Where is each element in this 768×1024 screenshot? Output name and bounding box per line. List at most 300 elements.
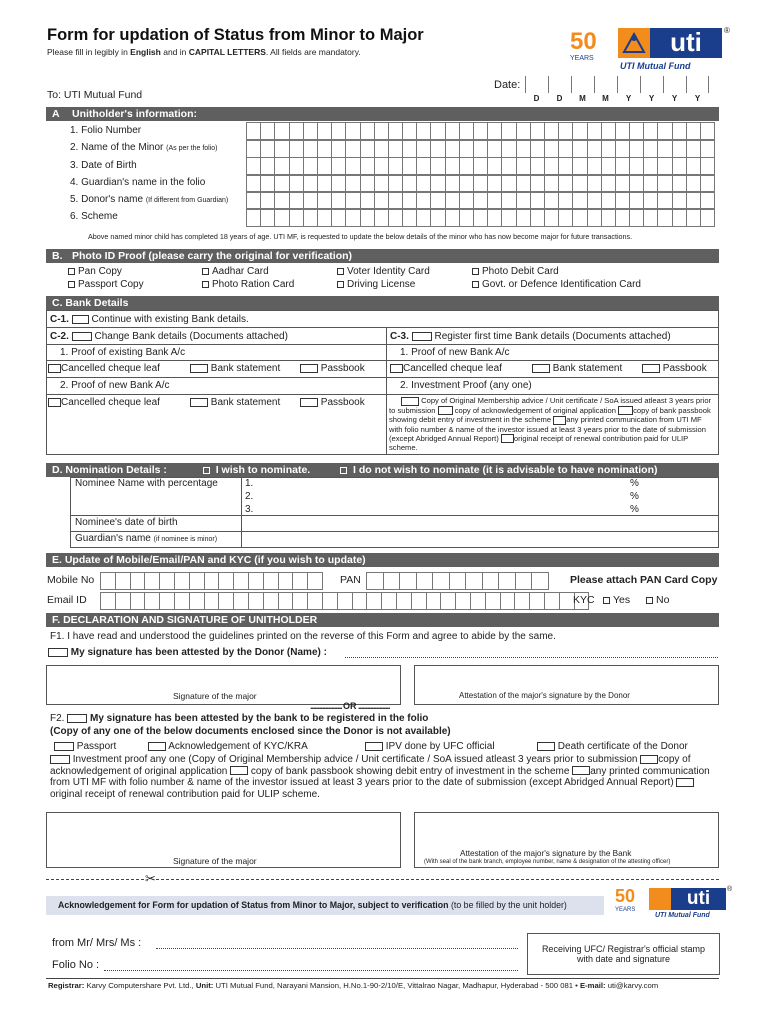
char-box[interactable] — [331, 140, 345, 157]
char-box[interactable] — [686, 192, 700, 209]
char-box[interactable] — [246, 209, 260, 226]
nominee-row-2[interactable]: 2. — [245, 491, 254, 502]
char-box-row[interactable] — [100, 572, 323, 590]
char-box[interactable] — [260, 158, 274, 175]
char-box[interactable] — [246, 158, 260, 175]
c3-cheque[interactable] — [390, 363, 502, 374]
char-box[interactable] — [487, 158, 501, 175]
char-box[interactable] — [657, 140, 671, 157]
checkbox[interactable] — [48, 364, 61, 373]
char-box[interactable] — [307, 593, 322, 609]
c2-option[interactable] — [50, 331, 288, 342]
char-box[interactable] — [601, 192, 615, 209]
char-box[interactable] — [657, 123, 671, 140]
char-box[interactable] — [303, 192, 317, 209]
char-box[interactable] — [643, 175, 657, 192]
char-box[interactable] — [501, 123, 515, 140]
char-box[interactable] — [345, 175, 359, 192]
char-box[interactable] — [416, 175, 430, 192]
option-passport-copy[interactable] — [68, 279, 144, 290]
char-box[interactable] — [629, 209, 643, 226]
checkbox[interactable] — [537, 742, 555, 751]
checkbox[interactable] — [337, 268, 344, 275]
char-box[interactable] — [292, 573, 307, 589]
checkbox[interactable] — [618, 406, 633, 415]
char-box[interactable] — [331, 209, 345, 226]
char-box[interactable] — [558, 175, 572, 192]
char-box[interactable] — [686, 123, 700, 140]
checkbox[interactable] — [532, 364, 550, 373]
char-box[interactable] — [516, 175, 530, 192]
char-box[interactable] — [303, 209, 317, 226]
nominee-row-1[interactable]: 1. — [245, 478, 254, 489]
char-box[interactable] — [374, 158, 388, 175]
checkbox[interactable] — [300, 398, 318, 407]
char-box[interactable] — [430, 209, 444, 226]
char-box[interactable] — [445, 158, 459, 175]
char-box[interactable] — [374, 140, 388, 157]
char-box[interactable] — [189, 593, 204, 609]
char-box[interactable] — [473, 158, 487, 175]
char-box[interactable] — [260, 192, 274, 209]
char-box[interactable] — [317, 123, 331, 140]
char-box[interactable] — [303, 158, 317, 175]
char-box[interactable] — [459, 209, 473, 226]
c2-statement-1[interactable] — [190, 363, 280, 374]
checkbox[interactable] — [390, 364, 403, 373]
char-box[interactable] — [204, 593, 219, 609]
char-box[interactable] — [337, 593, 352, 609]
char-box[interactable] — [516, 192, 530, 209]
char-box[interactable] — [615, 140, 629, 157]
char-box[interactable] — [470, 593, 485, 609]
char-box[interactable] — [544, 140, 558, 157]
char-box[interactable] — [388, 123, 402, 140]
char-box[interactable] — [345, 140, 359, 157]
char-box[interactable] — [449, 573, 466, 589]
char-box[interactable] — [388, 140, 402, 157]
char-box[interactable] — [360, 192, 374, 209]
char-box[interactable] — [274, 192, 288, 209]
char-box[interactable] — [514, 593, 529, 609]
char-box-row[interactable] — [246, 208, 715, 227]
doc-death-cert[interactable] — [537, 741, 688, 752]
option-govt-id[interactable] — [472, 279, 641, 290]
char-box[interactable] — [388, 192, 402, 209]
char-box[interactable] — [360, 123, 374, 140]
char-box-row[interactable] — [246, 139, 715, 158]
char-box[interactable] — [544, 158, 558, 175]
char-box[interactable] — [374, 192, 388, 209]
option-driving[interactable] — [337, 279, 415, 290]
char-box[interactable] — [430, 123, 444, 140]
char-box[interactable] — [218, 573, 233, 589]
char-box[interactable] — [643, 123, 657, 140]
option-ration[interactable] — [202, 279, 294, 290]
checkbox[interactable] — [190, 364, 208, 373]
char-box[interactable] — [317, 209, 331, 226]
char-box[interactable] — [558, 209, 572, 226]
donor-name-line[interactable] — [345, 657, 718, 658]
char-box-row[interactable] — [100, 592, 589, 610]
char-box[interactable] — [530, 158, 544, 175]
char-box[interactable] — [700, 209, 714, 226]
char-box[interactable] — [487, 175, 501, 192]
char-box[interactable] — [587, 175, 601, 192]
char-box[interactable] — [233, 593, 248, 609]
char-box[interactable] — [174, 573, 189, 589]
c2-passbook-1[interactable] — [300, 363, 365, 374]
c1-option[interactable] — [50, 314, 249, 325]
char-box[interactable] — [130, 593, 145, 609]
char-box[interactable] — [233, 573, 248, 589]
char-box[interactable] — [672, 175, 686, 192]
char-box[interactable] — [426, 593, 441, 609]
char-box[interactable] — [700, 123, 714, 140]
char-box[interactable] — [331, 175, 345, 192]
char-box[interactable] — [572, 175, 586, 192]
char-box[interactable] — [248, 573, 263, 589]
char-box[interactable] — [159, 573, 174, 589]
char-box[interactable] — [629, 175, 643, 192]
checkbox[interactable] — [72, 315, 89, 324]
char-box[interactable] — [374, 175, 388, 192]
date-input[interactable] — [525, 76, 709, 93]
char-box[interactable] — [459, 140, 473, 157]
char-box[interactable] — [700, 140, 714, 157]
char-box[interactable] — [248, 593, 263, 609]
char-box[interactable] — [402, 123, 416, 140]
char-box[interactable] — [672, 123, 686, 140]
char-box[interactable] — [487, 123, 501, 140]
char-box[interactable] — [278, 593, 293, 609]
char-box[interactable] — [430, 175, 444, 192]
char-box-row[interactable] — [366, 572, 549, 590]
char-box[interactable] — [100, 593, 115, 609]
doc-ipv[interactable] — [365, 741, 495, 752]
char-box[interactable] — [374, 123, 388, 140]
char-box[interactable] — [530, 175, 544, 192]
char-box[interactable] — [657, 158, 671, 175]
char-box[interactable] — [530, 192, 544, 209]
char-box[interactable] — [274, 209, 288, 226]
char-box[interactable] — [544, 192, 558, 209]
char-box[interactable] — [572, 140, 586, 157]
char-box[interactable] — [558, 140, 572, 157]
c2-cheque-2[interactable] — [48, 397, 160, 408]
char-box[interactable] — [303, 175, 317, 192]
char-box[interactable] — [672, 209, 686, 226]
char-box[interactable] — [629, 140, 643, 157]
char-box[interactable] — [544, 175, 558, 192]
char-box[interactable] — [274, 175, 288, 192]
char-box[interactable] — [643, 158, 657, 175]
char-box[interactable] — [487, 209, 501, 226]
checkbox[interactable] — [202, 281, 209, 288]
char-box[interactable] — [455, 593, 470, 609]
char-box[interactable] — [445, 140, 459, 157]
no-nominate-checkbox[interactable] — [340, 467, 347, 474]
char-box[interactable] — [544, 593, 559, 609]
char-box[interactable] — [516, 209, 530, 226]
char-box[interactable] — [289, 209, 303, 226]
checkbox[interactable] — [300, 364, 318, 373]
char-box[interactable] — [263, 593, 278, 609]
nominee-row-3[interactable]: 3. — [245, 504, 254, 515]
char-box[interactable] — [657, 192, 671, 209]
char-box[interactable] — [440, 593, 455, 609]
char-box[interactable] — [500, 593, 515, 609]
char-box[interactable] — [501, 140, 515, 157]
char-box[interactable] — [473, 140, 487, 157]
char-box[interactable] — [459, 175, 473, 192]
char-box[interactable] — [303, 123, 317, 140]
char-box[interactable] — [501, 158, 515, 175]
donor-attest-option[interactable] — [48, 647, 327, 658]
char-box[interactable] — [530, 209, 544, 226]
char-box[interactable] — [572, 192, 586, 209]
char-box[interactable] — [189, 573, 204, 589]
char-box[interactable] — [587, 192, 601, 209]
char-box[interactable] — [159, 593, 174, 609]
char-box[interactable] — [345, 158, 359, 175]
char-box[interactable] — [317, 158, 331, 175]
char-box[interactable] — [289, 123, 303, 140]
char-box[interactable] — [516, 123, 530, 140]
char-box[interactable] — [615, 209, 629, 226]
checkbox[interactable] — [68, 281, 75, 288]
char-box[interactable] — [218, 593, 233, 609]
char-box[interactable] — [411, 593, 426, 609]
char-box[interactable] — [531, 573, 548, 589]
char-box[interactable] — [615, 175, 629, 192]
char-box[interactable] — [360, 158, 374, 175]
char-box[interactable] — [558, 158, 572, 175]
char-box[interactable] — [289, 175, 303, 192]
char-box[interactable] — [629, 158, 643, 175]
char-box[interactable] — [360, 175, 374, 192]
checkbox[interactable] — [54, 742, 74, 751]
char-box[interactable] — [615, 192, 629, 209]
char-box[interactable] — [487, 192, 501, 209]
char-box[interactable] — [289, 192, 303, 209]
char-box[interactable] — [459, 192, 473, 209]
char-box[interactable] — [388, 175, 402, 192]
char-box[interactable] — [686, 209, 700, 226]
checkbox[interactable] — [472, 268, 479, 275]
char-box[interactable] — [322, 593, 337, 609]
char-box[interactable] — [278, 573, 293, 589]
checkbox[interactable] — [501, 434, 514, 443]
char-box[interactable] — [501, 209, 515, 226]
char-box[interactable] — [544, 209, 558, 226]
char-box[interactable] — [345, 209, 359, 226]
char-box[interactable] — [459, 158, 473, 175]
char-box[interactable] — [558, 192, 572, 209]
option-pan-copy[interactable] — [68, 266, 122, 277]
char-box[interactable] — [473, 209, 487, 226]
f2-option[interactable] — [50, 713, 428, 724]
char-box[interactable] — [246, 175, 260, 192]
char-box[interactable] — [416, 140, 430, 157]
char-box[interactable] — [366, 593, 381, 609]
char-box[interactable] — [100, 573, 115, 589]
c2-cheque-1[interactable] — [48, 363, 160, 374]
char-box[interactable] — [629, 123, 643, 140]
char-box[interactable] — [303, 140, 317, 157]
char-box[interactable] — [700, 158, 714, 175]
char-box[interactable] — [615, 158, 629, 175]
char-box[interactable] — [402, 209, 416, 226]
char-box[interactable] — [174, 593, 189, 609]
char-box[interactable] — [352, 593, 367, 609]
char-box[interactable] — [374, 209, 388, 226]
checkbox[interactable] — [401, 397, 419, 406]
checkbox[interactable] — [553, 416, 566, 425]
checkbox[interactable] — [365, 742, 383, 751]
char-box[interactable] — [430, 140, 444, 157]
char-box[interactable] — [115, 593, 130, 609]
char-box[interactable] — [572, 158, 586, 175]
char-box[interactable] — [383, 573, 400, 589]
char-box[interactable] — [473, 192, 487, 209]
checkbox[interactable] — [572, 766, 590, 775]
char-box[interactable] — [366, 573, 383, 589]
checkbox[interactable] — [603, 597, 610, 604]
char-box[interactable] — [587, 209, 601, 226]
checkbox[interactable] — [646, 597, 653, 604]
char-box[interactable] — [686, 175, 700, 192]
kyc-yes[interactable] — [603, 594, 630, 606]
char-box[interactable] — [601, 209, 615, 226]
char-box[interactable] — [399, 573, 416, 589]
char-box[interactable] — [530, 140, 544, 157]
char-box[interactable] — [204, 573, 219, 589]
char-box[interactable] — [416, 209, 430, 226]
char-box[interactable] — [643, 140, 657, 157]
char-box[interactable] — [473, 175, 487, 192]
char-box[interactable] — [130, 573, 145, 589]
char-box[interactable] — [274, 123, 288, 140]
char-box[interactable] — [416, 192, 430, 209]
char-box[interactable] — [544, 123, 558, 140]
char-box[interactable] — [260, 123, 274, 140]
char-box[interactable] — [515, 573, 532, 589]
char-box[interactable] — [292, 593, 307, 609]
char-box[interactable] — [260, 175, 274, 192]
char-box[interactable] — [530, 123, 544, 140]
char-box[interactable] — [345, 192, 359, 209]
char-box[interactable] — [487, 140, 501, 157]
char-box[interactable] — [345, 123, 359, 140]
char-box[interactable] — [587, 158, 601, 175]
checkbox[interactable] — [50, 755, 70, 764]
char-box[interactable] — [686, 140, 700, 157]
char-box[interactable] — [473, 123, 487, 140]
char-box[interactable] — [381, 593, 396, 609]
checkbox[interactable] — [48, 398, 61, 407]
char-box[interactable] — [601, 158, 615, 175]
kyc-no[interactable] — [646, 594, 669, 606]
char-box[interactable] — [615, 123, 629, 140]
char-box[interactable] — [317, 175, 331, 192]
char-box[interactable] — [498, 573, 515, 589]
checkbox[interactable] — [190, 398, 208, 407]
option-voter[interactable] — [337, 266, 430, 277]
char-box[interactable] — [587, 123, 601, 140]
char-box[interactable] — [246, 192, 260, 209]
wish-nominate-checkbox[interactable] — [203, 467, 210, 474]
char-box[interactable] — [416, 123, 430, 140]
checkbox[interactable] — [68, 268, 75, 275]
char-box[interactable] — [643, 209, 657, 226]
char-box[interactable] — [482, 573, 499, 589]
char-box[interactable] — [402, 175, 416, 192]
char-box[interactable] — [629, 192, 643, 209]
c2-statement-2[interactable] — [190, 397, 280, 408]
char-box[interactable] — [445, 175, 459, 192]
char-box[interactable] — [331, 158, 345, 175]
char-box[interactable] — [416, 158, 430, 175]
char-box[interactable] — [402, 140, 416, 157]
char-box[interactable] — [402, 192, 416, 209]
char-box[interactable] — [700, 175, 714, 192]
checkbox[interactable] — [472, 281, 479, 288]
char-box[interactable] — [144, 573, 159, 589]
char-box[interactable] — [529, 593, 544, 609]
char-box[interactable] — [601, 175, 615, 192]
char-box[interactable] — [587, 140, 601, 157]
char-box[interactable] — [700, 192, 714, 209]
char-box[interactable] — [115, 573, 130, 589]
checkbox[interactable] — [640, 755, 658, 764]
char-box[interactable] — [289, 140, 303, 157]
checkbox[interactable] — [337, 281, 344, 288]
checkbox[interactable] — [676, 778, 694, 787]
char-box[interactable] — [430, 158, 444, 175]
char-box[interactable] — [558, 123, 572, 140]
char-box[interactable] — [274, 140, 288, 157]
checkbox[interactable] — [67, 714, 87, 723]
char-box[interactable] — [360, 140, 374, 157]
ack-from-line[interactable] — [156, 948, 518, 949]
char-box[interactable] — [657, 175, 671, 192]
char-box[interactable] — [445, 123, 459, 140]
checkbox[interactable] — [148, 742, 166, 751]
checkbox[interactable] — [438, 406, 453, 415]
char-box[interactable] — [396, 593, 411, 609]
char-box[interactable] — [445, 209, 459, 226]
char-box[interactable] — [465, 573, 482, 589]
char-box[interactable] — [601, 140, 615, 157]
char-box[interactable] — [516, 158, 530, 175]
char-box[interactable] — [331, 123, 345, 140]
doc-passport[interactable] — [54, 741, 116, 752]
char-box[interactable] — [274, 158, 288, 175]
char-box[interactable] — [485, 593, 500, 609]
char-box[interactable] — [260, 140, 274, 157]
char-box[interactable] — [559, 593, 574, 609]
checkbox[interactable] — [48, 648, 68, 657]
char-box[interactable] — [263, 573, 278, 589]
char-box[interactable] — [246, 140, 260, 157]
char-box[interactable] — [432, 573, 449, 589]
char-box[interactable] — [572, 123, 586, 140]
char-box[interactable] — [601, 123, 615, 140]
char-box[interactable] — [289, 158, 303, 175]
checkbox[interactable] — [72, 332, 92, 341]
checkbox[interactable] — [412, 332, 432, 341]
